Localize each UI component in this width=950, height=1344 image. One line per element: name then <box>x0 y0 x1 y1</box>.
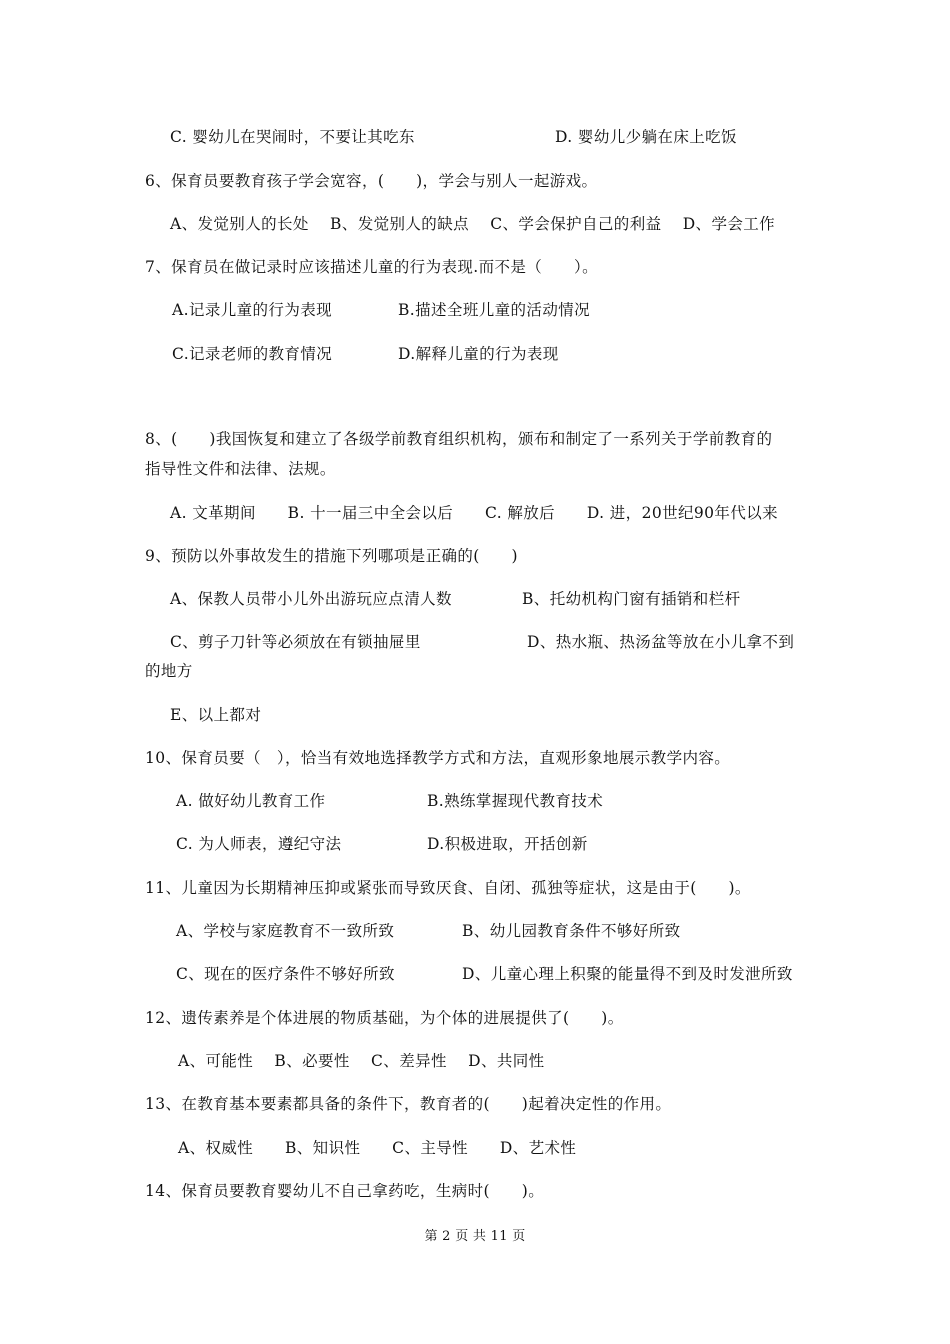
question-13-options: A、权威性 B、知识性 C、主导性 D、艺术性 <box>178 1139 577 1157</box>
q5-option-d: D. 婴幼儿少躺在床上吃饭 <box>555 128 737 146</box>
q10-option-a: A. 做好幼儿教育工作 <box>176 792 326 810</box>
q7-option-a: A.记录儿童的行为表现 <box>172 301 333 319</box>
question-10: 10、保育员要（ ），恰当有效地选择教学方式和方法，直观形象地展示教学内容。 <box>145 749 731 767</box>
q9-option-d: D、热水瓶、热汤盆等放在小儿拿不到 <box>527 633 795 651</box>
question-7: 7、保育员在做记录时应该描述儿童的行为表现.而不是（ ）。 <box>145 258 599 276</box>
q9-option-c: C、剪子刀针等必须放在有锁抽屉里 <box>170 633 421 651</box>
q11-option-b: B、幼儿园教育条件不够好所致 <box>462 922 681 940</box>
question-12-options: A、可能性 B、必要性 C、差异性 D、共同性 <box>178 1052 545 1070</box>
question-12: 12、遗传素养是个体进展的物质基础，为个体的进展提供了( )。 <box>145 1009 624 1027</box>
page-footer: 第 2 页 共 11 页 <box>424 1229 526 1244</box>
question-11: 11、儿童因为长期精神压抑或紧张而导致厌食、自闭、孤独等症状，这是由于( )。 <box>145 879 751 897</box>
q5-option-c: C. 婴幼儿在哭闹时，不要让其吃东 <box>170 128 415 146</box>
question-8-options: A. 文革期间 B. 十一届三中全会以后 C. 解放后 D. 进，20世纪90年代以来 <box>170 504 779 522</box>
q9-option-b: B、托幼机构门窗有插销和栏杆 <box>522 590 741 608</box>
question-9: 9、预防以外事故发生的措施下列哪项是正确的( ) <box>145 547 518 565</box>
q10-option-b: B.熟练掌握现代教育技术 <box>427 792 604 810</box>
q11-option-d: D、儿童心理上积聚的能量得不到及时发泄所致 <box>462 965 793 983</box>
q10-option-c: C. 为人师表，遵纪守法 <box>176 835 342 853</box>
question-6: 6、保育员要教育孩子学会宽容，( )，学会与别人一起游戏。 <box>145 172 598 190</box>
q9-option-e: E、以上都对 <box>170 706 262 724</box>
question-6-options: A、发觉别人的长处 B、发觉别人的缺点 C、学会保护自己的利益 D、学会工作 <box>170 215 776 233</box>
q7-option-d: D.解释儿童的行为表现 <box>398 345 559 363</box>
q11-option-c: C、现在的医疗条件不够好所致 <box>176 965 395 983</box>
q10-option-d: D.积极进取，开括创新 <box>427 835 588 853</box>
question-14: 14、保育员要教育婴幼儿不自己拿药吃，生病时( )。 <box>145 1182 545 1200</box>
q9-option-d-cont: 的地方 <box>145 662 193 680</box>
question-13: 13、在教育基本要素都具备的条件下，教育者的( )起着决定性的作用。 <box>145 1095 672 1113</box>
question-8-cont: 指导性文件和法律、法规。 <box>145 460 336 478</box>
q11-option-a: A、学校与家庭教育不一致所致 <box>176 922 395 940</box>
question-8: 8、( )我国恢复和建立了各级学前教育组织机构，颁布和制定了一系列关于学前教育的 <box>145 430 773 448</box>
q7-option-c: C.记录老师的教育情况 <box>172 345 333 363</box>
q9-option-a: A、保教人员带小儿外出游玩应点清人数 <box>170 590 452 608</box>
q7-option-b: B.描述全班儿童的活动情况 <box>398 301 591 319</box>
